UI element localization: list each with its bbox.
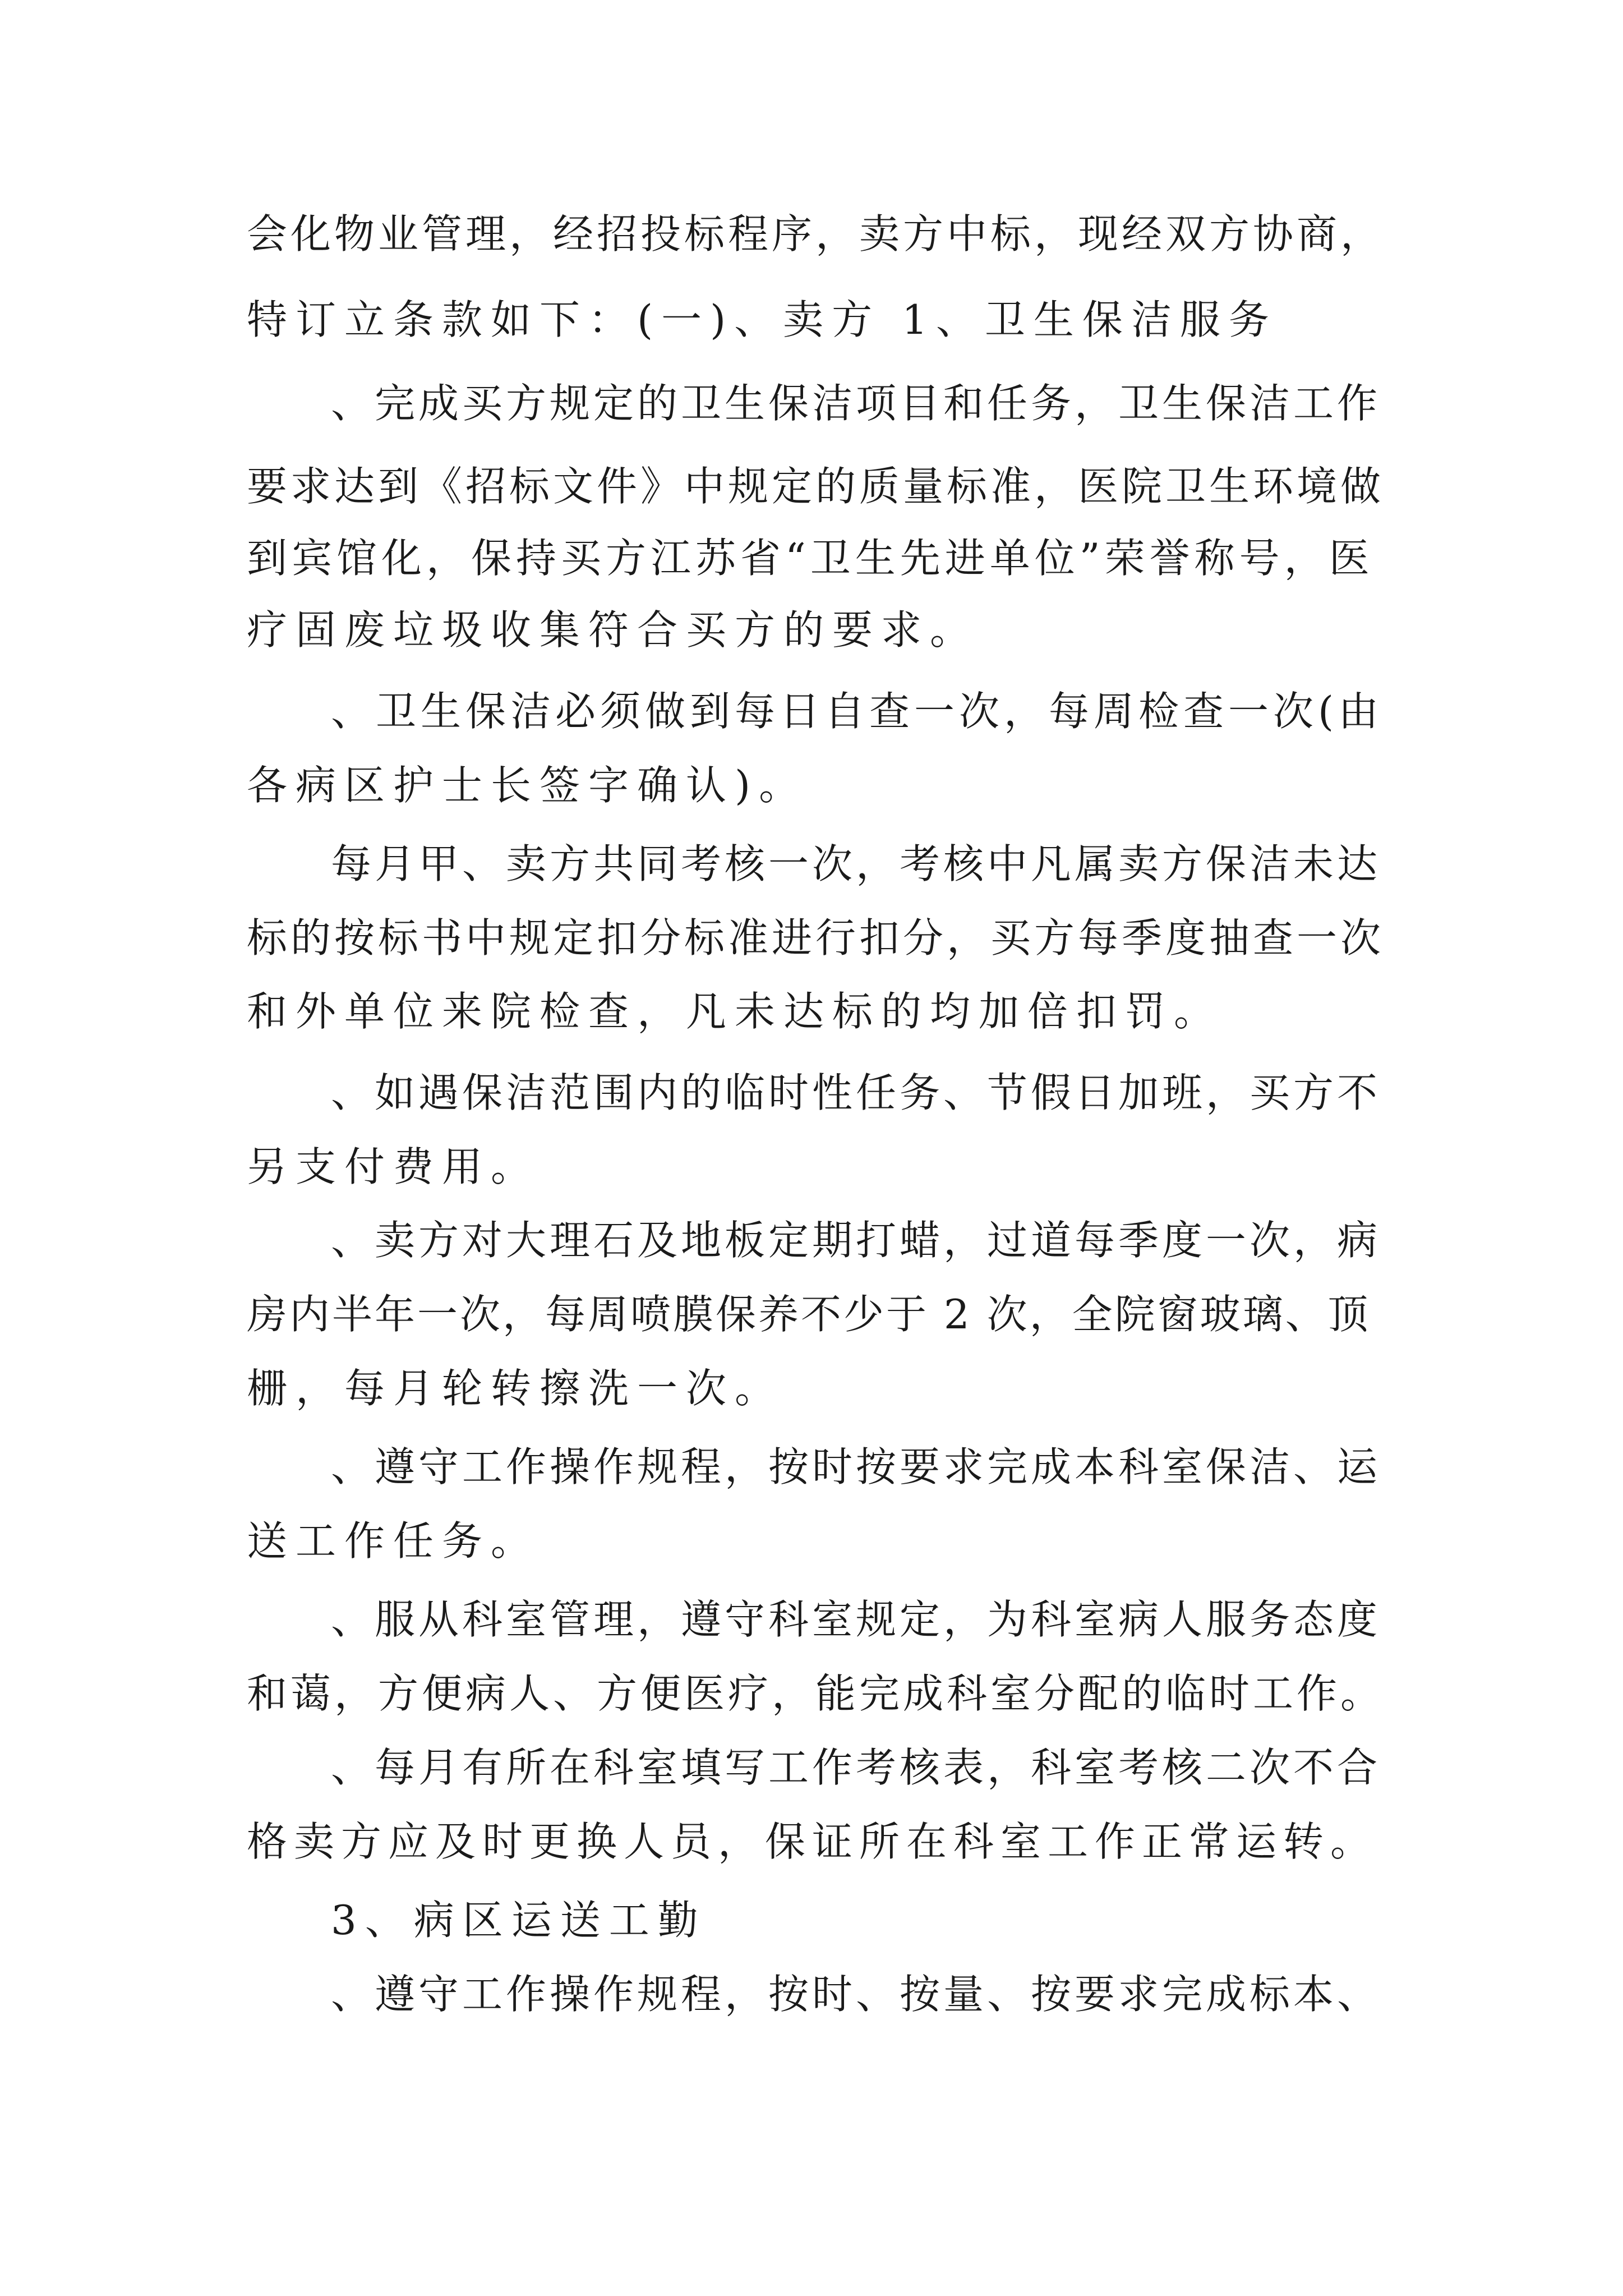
text-line: 、如遇保洁范围内的临时性任务、节假日加班，买方不 — [331, 1069, 1381, 1116]
text-line: 房内半年一次，每周喷膜保养不少于 2 次，全院窗玻璃、顶 — [247, 1291, 1371, 1338]
text-line: 和蔼，方便病人、方便医疗，能完成科室分配的临时工作。 — [247, 1670, 1385, 1717]
text-line: 、遵守工作操作规程，按时、按量、按要求完成标本、 — [331, 1971, 1381, 2018]
text-line: 和外单位来院检查，凡未达标的均加倍扣罚。 — [247, 988, 1223, 1035]
text-line: 会化物业管理，经招投标程序，卖方中标，现经双方协商， — [247, 210, 1385, 257]
text-line: 、遵守工作操作规程，按时按要求完成本科室保洁、运 — [331, 1443, 1381, 1490]
text-line: 3、病区运送工勤 — [331, 1897, 707, 1944]
text-line: 另支付费用。 — [247, 1143, 540, 1190]
text-line: 要求达到《招标文件》中规定的质量标准，医院卫生环境做 — [247, 463, 1385, 510]
text-line: 、每月有所在科室填写工作考核表，科室考核二次不合 — [331, 1744, 1381, 1791]
text-line: 特订立条款如下：(一)、卖方 1、卫生保洁服务 — [247, 296, 1278, 343]
text-line: 栅，每月轮转擦洗一次。 — [247, 1365, 784, 1412]
text-line: 到宾馆化，保持买方江苏省“卫生先进单位”荣誉称号，医 — [247, 535, 1374, 582]
text-line: 格卖方应及时更换人员，保证所在科室工作正常运转。 — [247, 1818, 1378, 1865]
text-line: 、卫生保洁必须做到每日自查一次，每周检查一次(由 — [331, 688, 1384, 735]
text-line: 每月甲、卖方共同考核一次，考核中凡属卖方保洁未达 — [331, 840, 1381, 887]
text-line: 、完成买方规定的卫生保洁项目和任务，卫生保洁工作 — [331, 380, 1381, 427]
text-line: 疗固废垃圾收集符合买方的要求。 — [247, 606, 979, 654]
text-line: 、卖方对大理石及地板定期打蜡，过道每季度一次，病 — [331, 1217, 1381, 1264]
text-line: 各病区护士长签字确认)。 — [247, 762, 808, 809]
text-line: 标的按标书中规定扣分标准进行扣分，买方每季度抽查一次 — [247, 914, 1385, 961]
text-line: 、服从科室管理，遵守科室规定，为科室病人服务态度 — [331, 1596, 1381, 1643]
text-line: 送工作任务。 — [247, 1517, 540, 1565]
